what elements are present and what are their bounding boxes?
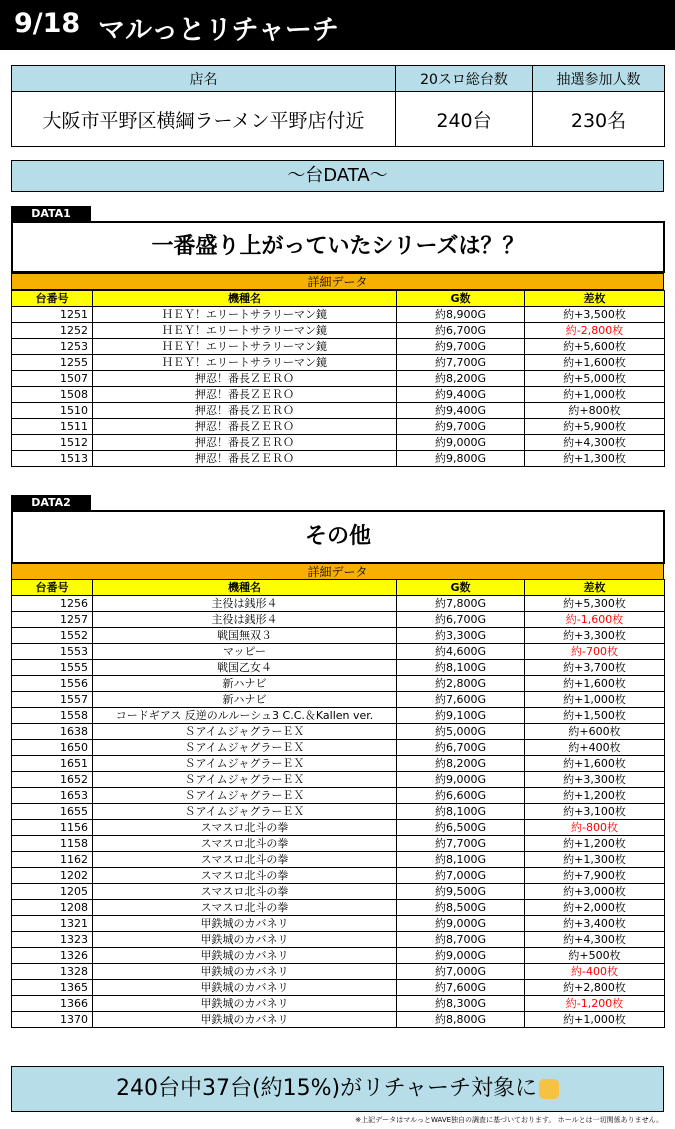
machine-name: ＳアイムジャグラーＥＸ [93, 724, 397, 740]
machine-number: 1255 [12, 355, 93, 371]
game-count: 約9,400G [397, 387, 525, 403]
coin-difference: 約+1,300枚 [525, 451, 665, 467]
table-row [12, 451, 665, 467]
game-count: 約9,000G [397, 948, 525, 964]
game-count: 約8,100G [397, 804, 525, 820]
machine-name: 主役は銭形４ [93, 596, 397, 612]
table-row [12, 852, 665, 868]
data2-table [11, 579, 665, 1028]
game-count: 約8,300G [397, 996, 525, 1012]
machine-name: ＨＥＹ！エリートサラリーマン鏡 [93, 307, 397, 323]
machine-number: 1365 [12, 980, 93, 996]
machine-name: 押忍！番長ＺＥＲＯ [93, 435, 397, 451]
machine-number: 1653 [12, 788, 93, 804]
machine-name: スマスロ北斗の拳 [93, 836, 397, 852]
table-row [12, 435, 665, 451]
game-count: 約6,600G [397, 788, 525, 804]
coin-difference: 約-700枚 [525, 644, 665, 660]
game-count: 約8,900G [397, 307, 525, 323]
data2-tag: DATA2 [11, 495, 91, 510]
store-name: 大阪市平野区横綱ラーメン平野店付近 [12, 92, 396, 147]
table-row [12, 692, 665, 708]
column-header: 機種名 [93, 291, 397, 307]
machine-name: ＳアイムジャグラーＥＸ [93, 740, 397, 756]
machine-number: 1326 [12, 948, 93, 964]
game-count: 約7,000G [397, 868, 525, 884]
coin-difference: 約-1,600枚 [525, 612, 665, 628]
coin-difference: 約+1,600枚 [525, 756, 665, 772]
coin-difference: 約+1,600枚 [525, 676, 665, 692]
coin-difference: 約+5,000枚 [525, 371, 665, 387]
game-count: 約9,000G [397, 435, 525, 451]
machine-number: 1256 [12, 596, 93, 612]
game-count: 約8,800G [397, 1012, 525, 1028]
coin-difference: 約+1,200枚 [525, 836, 665, 852]
machine-number: 1552 [12, 628, 93, 644]
machine-name: ＳアイムジャグラーＥＸ [93, 804, 397, 820]
machine-name: 新ハナビ [93, 676, 397, 692]
coin-difference: 約-400枚 [525, 964, 665, 980]
coin-difference: 約+4,300枚 [525, 932, 665, 948]
game-count: 約9,400G [397, 403, 525, 419]
machine-name: スマスロ北斗の拳 [93, 900, 397, 916]
coin-difference: 約+1,500枚 [525, 708, 665, 724]
table-row [12, 932, 665, 948]
machine-number: 1652 [12, 772, 93, 788]
column-header: G数 [397, 291, 525, 307]
machine-name: ＨＥＹ！エリートサラリーマン鏡 [93, 339, 397, 355]
machine-name: スマスロ北斗の拳 [93, 820, 397, 836]
coin-difference: 約+1,000枚 [525, 692, 665, 708]
machine-number: 1156 [12, 820, 93, 836]
column-header: 台番号 [12, 580, 93, 596]
coin-difference: 約+5,300枚 [525, 596, 665, 612]
machine-number: 1321 [12, 916, 93, 932]
store-name-header: 店名 [12, 66, 396, 92]
machine-name: 押忍！番長ＺＥＲＯ [93, 387, 397, 403]
machine-number: 1510 [12, 403, 93, 419]
game-count: 約8,200G [397, 371, 525, 387]
table-row [12, 339, 665, 355]
game-count: 約8,200G [397, 756, 525, 772]
table-row [12, 900, 665, 916]
machine-name: 甲鉄城のカバネリ [93, 916, 397, 932]
coin-difference: 約+2,000枚 [525, 900, 665, 916]
data1-detail-label: 詳細データ [11, 273, 664, 290]
coin-difference: 約+3,000枚 [525, 884, 665, 900]
coin-difference: 約+5,900枚 [525, 419, 665, 435]
game-count: 約9,100G [397, 708, 525, 724]
store-info-table [11, 65, 665, 147]
machine-number: 1202 [12, 868, 93, 884]
table-row [12, 403, 665, 419]
machine-name: ＨＥＹ！エリートサラリーマン鏡 [93, 323, 397, 339]
table-header-row [12, 291, 665, 307]
coin-difference: 約+5,600枚 [525, 339, 665, 355]
table-row [12, 419, 665, 435]
coin-difference: 約+7,900枚 [525, 868, 665, 884]
game-count: 約9,700G [397, 419, 525, 435]
machine-number: 1651 [12, 756, 93, 772]
machine-name: スマスロ北斗の拳 [93, 852, 397, 868]
table-row [12, 708, 665, 724]
disclaimer-note: ※上記データはマルっとWAVE独自の調査に基づいております。 ホールとは一切関係ありません。 [355, 1116, 663, 1124]
summary-banner [11, 1066, 664, 1112]
machine-name: ＨＥＹ！エリートサラリーマン鏡 [93, 355, 397, 371]
machine-number: 1252 [12, 323, 93, 339]
column-header: 差枚 [525, 291, 665, 307]
coin-difference: 約+600枚 [525, 724, 665, 740]
machine-number: 1253 [12, 339, 93, 355]
machine-name: 甲鉄城のカバネリ [93, 996, 397, 1012]
machine-number: 1558 [12, 708, 93, 724]
data1-tag: DATA1 [11, 206, 91, 221]
page-title: マルっとリチャーチ [98, 15, 339, 46]
table-row [12, 756, 665, 772]
game-count: 約6,700G [397, 612, 525, 628]
machine-number: 1323 [12, 932, 93, 948]
machine-name: マッピー [93, 644, 397, 660]
game-count: 約3,300G [397, 628, 525, 644]
table-row [12, 916, 665, 932]
machine-number: 1513 [12, 451, 93, 467]
table-row [12, 868, 665, 884]
table-row [12, 772, 665, 788]
table-row [12, 996, 665, 1012]
game-count: 約7,700G [397, 836, 525, 852]
game-count: 約4,600G [397, 644, 525, 660]
coin-difference: 約+500枚 [525, 948, 665, 964]
machine-name: ＳアイムジャグラーＥＸ [93, 772, 397, 788]
machine-name: 甲鉄城のカバネリ [93, 948, 397, 964]
game-count: 約2,800G [397, 676, 525, 692]
table-row [12, 1012, 665, 1028]
machine-name: 甲鉄城のカバネリ [93, 1012, 397, 1028]
table-row [12, 387, 665, 403]
coin-difference: 約+1,000枚 [525, 387, 665, 403]
table-row [12, 660, 665, 676]
machine-name: 新ハナビ [93, 692, 397, 708]
table-header-row [12, 580, 665, 596]
data2-heading: その他 [11, 510, 665, 564]
table-row [12, 628, 665, 644]
table-row [12, 307, 665, 323]
coin-difference: 約+800枚 [525, 403, 665, 419]
column-header: 機種名 [93, 580, 397, 596]
machine-name: ＳアイムジャグラーＥＸ [93, 756, 397, 772]
participant-count: 230名 [533, 92, 665, 147]
machine-name: 押忍！番長ＺＥＲＯ [93, 419, 397, 435]
coin-difference: 約+1,200枚 [525, 788, 665, 804]
machine-number: 1556 [12, 676, 93, 692]
game-count: 約8,500G [397, 900, 525, 916]
thumbs-up-icon [539, 1079, 559, 1099]
coin-difference: 約+4,300枚 [525, 435, 665, 451]
machine-number: 1655 [12, 804, 93, 820]
coin-difference: 約+400枚 [525, 740, 665, 756]
machine-number: 1638 [12, 724, 93, 740]
machine-count: 240台 [396, 92, 533, 147]
machine-number: 1205 [12, 884, 93, 900]
machine-number: 1257 [12, 612, 93, 628]
table-row [12, 804, 665, 820]
game-count: 約9,500G [397, 884, 525, 900]
machine-name: スマスロ北斗の拳 [93, 884, 397, 900]
machine-name: 押忍！番長ＺＥＲＯ [93, 371, 397, 387]
coin-difference: 約+3,700枚 [525, 660, 665, 676]
coin-difference: 約+1,000枚 [525, 1012, 665, 1028]
table-row [12, 820, 665, 836]
table-row [12, 676, 665, 692]
coin-difference: 約+3,500枚 [525, 307, 665, 323]
table-row [12, 964, 665, 980]
coin-difference: 約-2,800枚 [525, 323, 665, 339]
machine-number: 1507 [12, 371, 93, 387]
machine-name: スマスロ北斗の拳 [93, 868, 397, 884]
coin-difference: 約+3,400枚 [525, 916, 665, 932]
game-count: 約7,700G [397, 355, 525, 371]
machine-number: 1512 [12, 435, 93, 451]
game-count: 約8,100G [397, 660, 525, 676]
machine-name: 戦国無双３ [93, 628, 397, 644]
summary-text: 240台中37台(約15%)がリチャーチ対象に [116, 1076, 537, 1101]
game-count: 約6,500G [397, 820, 525, 836]
column-header: 差枚 [525, 580, 665, 596]
game-count: 約7,600G [397, 980, 525, 996]
coin-difference: 約-1,200枚 [525, 996, 665, 1012]
game-count: 約7,000G [397, 964, 525, 980]
machine-number: 1162 [12, 852, 93, 868]
machine-name: ＳアイムジャグラーＥＸ [93, 788, 397, 804]
machine-count-header: 20スロ総台数 [396, 66, 533, 92]
machine-number: 1650 [12, 740, 93, 756]
machine-name: コードギアス 反逆のルルーシュ3 C.C.＆Kallen ver. [93, 708, 397, 724]
machine-name: 甲鉄城のカバネリ [93, 980, 397, 996]
game-count: 約9,000G [397, 772, 525, 788]
game-count: 約8,100G [397, 852, 525, 868]
game-count: 約6,700G [397, 740, 525, 756]
coin-difference: 約+1,300枚 [525, 852, 665, 868]
coin-difference: 約+3,300枚 [525, 772, 665, 788]
table-row [12, 596, 665, 612]
table-row [12, 884, 665, 900]
game-count: 約7,600G [397, 692, 525, 708]
table-row [12, 612, 665, 628]
machine-number: 1370 [12, 1012, 93, 1028]
data2-detail-label: 詳細データ [11, 563, 664, 580]
data-section-title: ～台DATA～ [11, 160, 664, 192]
data1-table [11, 290, 665, 467]
data1-heading: 一番盛り上がっていたシリーズは？？ [11, 221, 665, 273]
game-count: 約9,000G [397, 916, 525, 932]
machine-number: 1557 [12, 692, 93, 708]
participant-count-header: 抽選参加人数 [533, 66, 665, 92]
title-bar [0, 0, 675, 50]
game-count: 約5,000G [397, 724, 525, 740]
coin-difference: 約+3,100枚 [525, 804, 665, 820]
table-row [12, 788, 665, 804]
coin-difference: 約+3,300枚 [525, 628, 665, 644]
table-row [12, 980, 665, 996]
machine-number: 1158 [12, 836, 93, 852]
machine-name: 戦国乙女４ [93, 660, 397, 676]
coin-difference: 約+1,600枚 [525, 355, 665, 371]
game-count: 約9,700G [397, 339, 525, 355]
table-row [12, 371, 665, 387]
game-count: 約8,700G [397, 932, 525, 948]
machine-number: 1328 [12, 964, 93, 980]
machine-number: 1555 [12, 660, 93, 676]
table-row [12, 355, 665, 371]
game-count: 約7,800G [397, 596, 525, 612]
machine-number: 1208 [12, 900, 93, 916]
machine-number: 1366 [12, 996, 93, 1012]
table-row [12, 644, 665, 660]
coin-difference: 約+2,800枚 [525, 980, 665, 996]
machine-number: 1508 [12, 387, 93, 403]
machine-name: 主役は銭形４ [93, 612, 397, 628]
table-row [12, 323, 665, 339]
machine-name: 甲鉄城のカバネリ [93, 932, 397, 948]
machine-name: 甲鉄城のカバネリ [93, 964, 397, 980]
table-row [12, 836, 665, 852]
game-count: 約6,700G [397, 323, 525, 339]
table-row [12, 724, 665, 740]
table-row [12, 948, 665, 964]
date-label: 9/18 [14, 8, 81, 39]
machine-name: 押忍！番長ＺＥＲＯ [93, 451, 397, 467]
column-header: 台番号 [12, 291, 93, 307]
machine-number: 1251 [12, 307, 93, 323]
table-row [12, 740, 665, 756]
machine-number: 1553 [12, 644, 93, 660]
game-count: 約9,800G [397, 451, 525, 467]
coin-difference: 約-800枚 [525, 820, 665, 836]
machine-number: 1511 [12, 419, 93, 435]
machine-name: 押忍！番長ＺＥＲＯ [93, 403, 397, 419]
column-header: G数 [397, 580, 525, 596]
